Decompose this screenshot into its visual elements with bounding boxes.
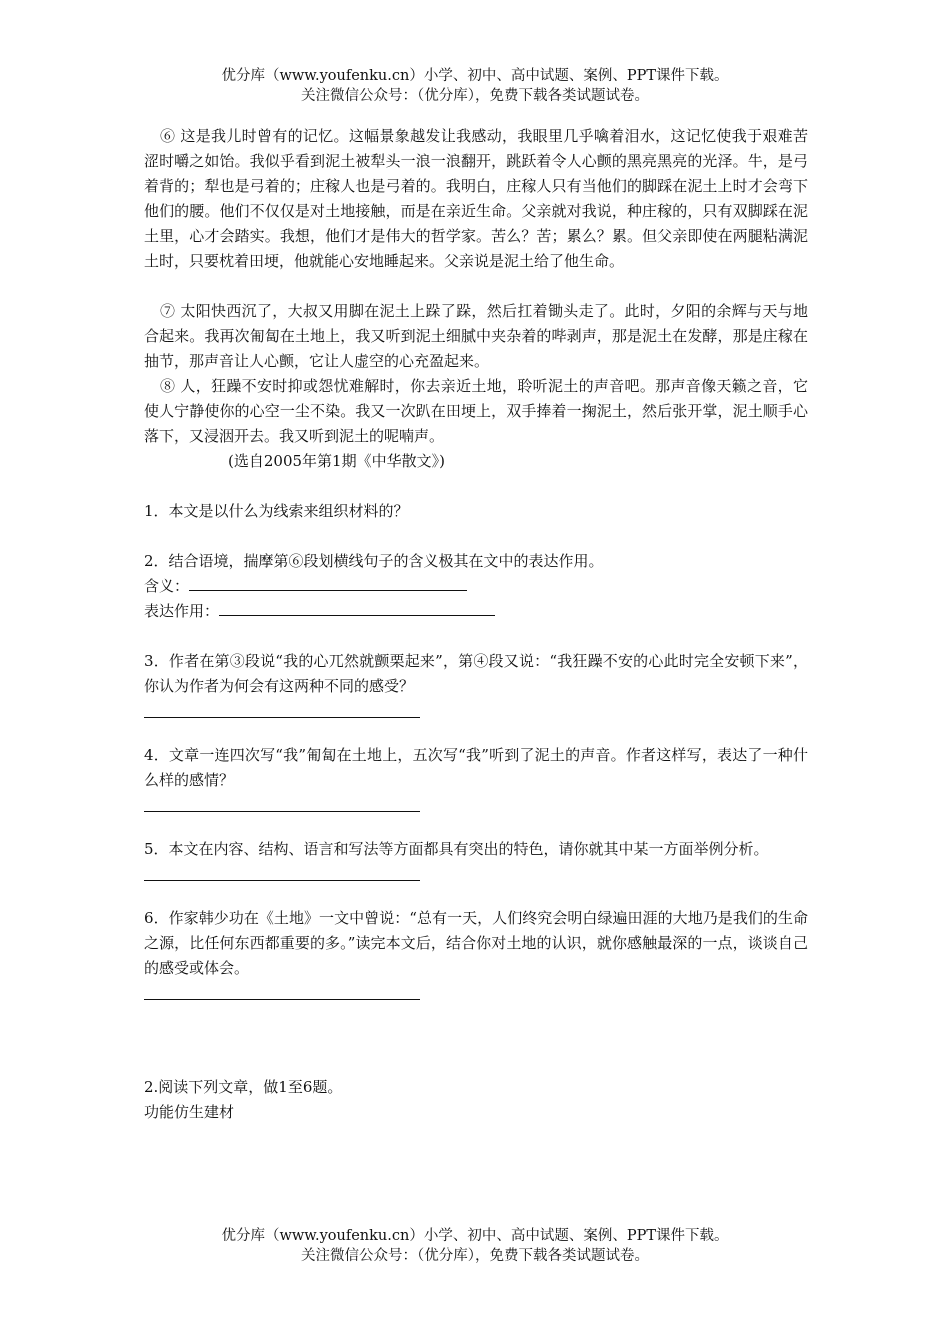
q2-meaning-row <box>144 574 808 599</box>
document-body <box>144 124 808 1125</box>
paragraph-8: ⑧ 人，狂躁不安时抑或怨忧难解时，你去亲近土地，聆听泥土的声音吧。那声音像天籁之音，它使人宁静使你的心空一尘不染。我又一次趴在田埂上，双手捧着一掬泥土，然后张开掌，泥土顺手心落下，又浸洇开去。我又听到泥土的呢喃声。 <box>144 377 808 445</box>
question-1: 1．本文是以什么为线索来组织材料的？ <box>144 502 409 520</box>
q5-answer-line[interactable] <box>144 862 420 881</box>
question-3: 3．作者在第③段说“我的心兀然就颤栗起来”，第④段又说：“我狂躁不安的心此时完全安顿下来”，你认为作者为何会有这两种不同的感受？ <box>144 652 808 695</box>
page-footer <box>0 1226 950 1266</box>
q4-answer-line[interactable] <box>144 793 420 812</box>
footer-line-1: 优分库（www.youfenku.cn）小学、初中、高中试题、案例、PPT课件下载。 <box>221 1228 729 1244</box>
q2-effect-label: 表达作用： <box>144 602 220 620</box>
question-4: 4．文章一连四次写“我”匍匐在土地上，五次写“我”听到了泥土的声音。作者这样写，表达了一种什么样的感情？ <box>144 746 808 789</box>
q3-answer-line[interactable] <box>144 699 420 718</box>
paragraph-6: ⑥ 这是我儿时曾有的记忆。这幅景象越发让我感动，我眼里几乎噙着泪水，这记忆使我于艰难苦涩时嚼之如饴。我似乎看到泥土被犁头一浪一浪翻开，跳跃着令人心颤的黑亮黑亮的光泽。牛，是弓着背的；犁也是弓着的；庄稼人也是弓着的。我明白，庄稼人只有当他们的脚踩在泥土上时才会弯下他们的腰。他们不仅仅是对土地接触，而是在亲近生命。父亲就对我说，种庄稼的，只有双脚踩在泥土里，心才会踏实。我想，他们才是伟大的哲学家。苦么？苦；累么？累。但父亲即使在两腿粘满泥土时，只要枕着田埂，他就能心安地睡起来。父亲说是泥土给了他生命。 <box>144 127 808 270</box>
q6-answer-line[interactable] <box>144 981 420 1000</box>
paragraph-7: ⑦ 太阳快西沉了，大叔又用脚在泥土上跺了跺，然后扛着锄头走了。此时，夕阳的余辉与天与地合起来。我再次匍匐在土地上，我又听到泥土细腻中夹杂着的哔剥声，那是泥土在发酵，那是庄稼在抽节，那声音让人心颤，它让人虚空的心充盈起来。 <box>144 302 808 370</box>
q2-meaning-answer-line[interactable] <box>189 574 467 591</box>
q2-effect-answer-line[interactable] <box>219 599 495 616</box>
question-6: 6．作家韩少功在《土地》一文中曾说：“总有一天，人们终究会明白绿遍田涯的大地乃是我们的生命之源，比任何东西都重要的多。”读完本文后，结合你对土地的认识，就你感触最深的一点，谈谈自己的感受或体会。 <box>144 909 808 977</box>
footer-line-2: 关注微信公众号：（优分库），免费下载各类试题试卷。 <box>301 1248 649 1264</box>
q2-effect-row <box>144 599 808 624</box>
header-line-2: 关注微信公众号：（优分库），免费下载各类试题试卷。 <box>301 88 649 104</box>
question-2: 2．结合语境，揣摩第⑥段划横线句子的含义极其在文中的表达作用。 <box>144 552 604 570</box>
next-section-title: 功能仿生建材 <box>144 1103 235 1121</box>
q2-meaning-label: 含义： <box>144 577 190 595</box>
page-header <box>0 66 950 106</box>
next-section-intro: 2.阅读下列文章，做1至6题。 <box>144 1078 343 1096</box>
header-line-1: 优分库（www.youfenku.cn）小学、初中、高中试题、案例、PPT课件下载。 <box>221 68 729 84</box>
source-citation: (选自2005年第1期《中华散文》) <box>228 452 445 470</box>
question-5: 5．本文在内容、结构、语言和写法等方面都具有突出的特色，请你就其中某一方面举例分析。 <box>144 840 769 858</box>
